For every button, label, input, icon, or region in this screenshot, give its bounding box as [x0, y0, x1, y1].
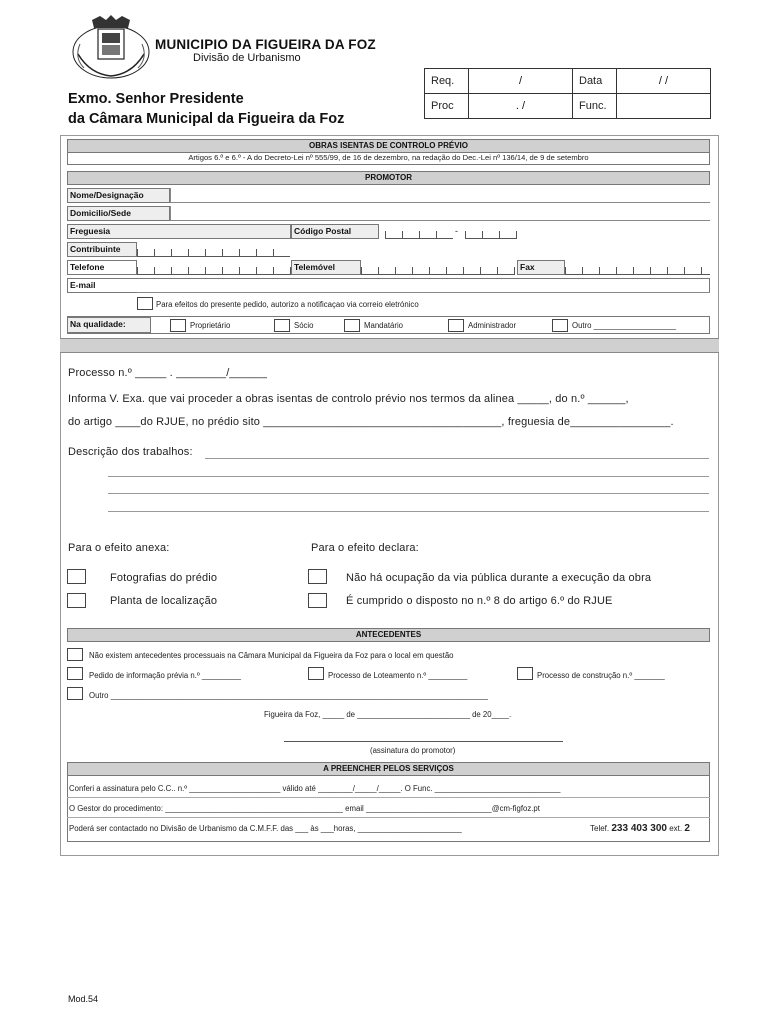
pedido-checkbox[interactable]: [67, 667, 83, 680]
telefone-digits[interactable]: [137, 267, 291, 275]
conferi-line[interactable]: Conferi a assinatura pelo C.C.. n.º _____________________ válido até ________/_____/_____. O Func. _____________________________: [69, 784, 561, 793]
proc-label: Proc: [425, 94, 469, 119]
telemovel-digits[interactable]: [361, 267, 515, 275]
domicilio-field[interactable]: [170, 206, 710, 221]
telef-number: 233 403 300: [611, 823, 667, 834]
codigo-postal-suffix[interactable]: [465, 231, 517, 239]
domicilio-label: Domicilio/Sede: [67, 206, 170, 221]
ext-number: 2: [684, 823, 690, 834]
contacto-line[interactable]: Poderá ser contactado no Divisão de Urbanismo da C.M.F.F. das ___ às ___horas, ________________________: [69, 824, 462, 833]
municipal-crest-logo: [70, 14, 152, 84]
data-label: Data: [573, 69, 617, 94]
pedido-label[interactable]: Pedido de informação prévia n.º _________: [89, 671, 241, 680]
construcao-checkbox[interactable]: [517, 667, 533, 680]
contribuinte-digits[interactable]: [137, 249, 290, 257]
descricao-line-2[interactable]: [108, 476, 709, 477]
fax-label: Fax: [517, 260, 565, 275]
servicos-divider-1: [67, 797, 710, 798]
administrador-label: Administrador: [468, 321, 517, 330]
req-label: Req.: [425, 69, 469, 94]
consent-text: Para efeitos do presente pedido, autorizo a notificaçao via correio eletrónico: [156, 300, 419, 309]
section-title-promotor: PROMOTOR: [67, 171, 710, 185]
addressee-line-2: da Câmara Municipal da Figueira da Foz: [68, 111, 345, 127]
signature-line[interactable]: [284, 741, 563, 742]
processo-line[interactable]: Processo n.º _____ . ________/______: [68, 367, 268, 379]
nao-existem-checkbox[interactable]: [67, 648, 83, 661]
signature-caption: (assinatura do promotor): [370, 746, 456, 755]
ext-label: ext.: [669, 824, 683, 833]
codigo-postal-label: Código Postal: [291, 224, 379, 239]
outro-antecedente-checkbox[interactable]: [67, 687, 83, 700]
outro-checkbox[interactable]: [552, 319, 568, 332]
informa-line[interactable]: Informa V. Exa. que vai proceder a obras isentas de controlo prévio nos termos da alinea _____, do n.º ______,: [68, 393, 629, 405]
servicos-divider-2: [67, 817, 710, 818]
telemovel-label: Telemóvel: [291, 260, 361, 275]
municipality-name: MUNICIPIO DA FIGUEIRA DA FOZ: [155, 37, 376, 52]
ocupacao-checkbox[interactable]: [308, 569, 327, 584]
section-title-servicos: A PREENCHER PELOS SERVIÇOS: [67, 762, 710, 776]
mandatario-label: Mandatário: [364, 321, 404, 330]
func-label: Func.: [573, 94, 617, 119]
mandatario-checkbox[interactable]: [344, 319, 360, 332]
registration-box: [424, 68, 711, 119]
section-title-antecedentes: ANTECEDENTES: [67, 628, 710, 642]
descricao-line-3[interactable]: [108, 493, 709, 494]
socio-label: Sócio: [294, 321, 314, 330]
gestor-line[interactable]: O Gestor do procedimento: _________________________________________ email _____________________________@cm-figfoz.pt: [69, 804, 540, 813]
construcao-label[interactable]: Processo de construção n.º _______: [537, 671, 665, 680]
separator-bar: [60, 338, 719, 353]
proprietario-label: Proprietário: [190, 321, 231, 330]
fotografias-label: Fotografias do prédio: [110, 572, 218, 584]
outro-antecedente-label[interactable]: Outro _______________________________________________________________________________________: [89, 691, 488, 700]
loteamento-checkbox[interactable]: [308, 667, 324, 680]
planta-label: Planta de localização: [110, 595, 218, 607]
consent-checkbox[interactable]: [137, 297, 153, 310]
outro-label: Outro ___________________: [572, 321, 677, 330]
descricao-line-1[interactable]: [205, 458, 709, 459]
codigo-postal-digits[interactable]: [385, 231, 453, 239]
local-data-line[interactable]: Figueira da Foz, _____ de __________________________ de 20____.: [264, 710, 512, 719]
telefone-contacto: [590, 823, 690, 834]
socio-checkbox[interactable]: [274, 319, 290, 332]
nome-label: Nome/Designação: [67, 188, 170, 203]
artigo-line[interactable]: do artigo ____do RJUE, no prédio sito ______________________________________, freguesia de________________.: [68, 416, 674, 428]
codigo-postal-dash: -: [455, 226, 458, 236]
addressee-line-1: Exmo. Senhor Presidente: [68, 91, 244, 107]
legal-reference: Artigos 6.º e 6.º - A do Decreto-Lei nº 555/99, de 16 de dezembro, na redação do Dec.-Lei nº 136/14, de 9 de setembro: [67, 152, 710, 165]
form-model-number: Mod.54: [68, 994, 99, 1004]
data-value[interactable]: / /: [617, 69, 711, 94]
proprietario-checkbox[interactable]: [170, 319, 186, 332]
nome-field[interactable]: [170, 188, 710, 203]
email-field[interactable]: [137, 278, 710, 293]
email-label: E-mail: [67, 278, 710, 293]
administrador-checkbox[interactable]: [448, 319, 464, 332]
nao-existem-label: Não existem antecedentes processuais na Câmara Municipal da Figueira da Foz para o local em questão: [89, 651, 454, 660]
anexa-label: Para o efeito anexa:: [68, 542, 170, 554]
freguesia-label: Freguesia: [67, 224, 291, 239]
descricao-line-4[interactable]: [108, 511, 709, 512]
qualidade-label: Na qualidade:: [67, 317, 151, 333]
fotografias-checkbox[interactable]: [67, 569, 86, 584]
telef-label: Telef.: [590, 824, 610, 833]
ocupacao-label: Não há ocupação da via pública durante a execução da obra: [346, 572, 652, 584]
addressee: [68, 89, 344, 129]
planta-checkbox[interactable]: [67, 593, 86, 608]
req-value[interactable]: /: [469, 69, 573, 94]
loteamento-label[interactable]: Processo de Loteamento n.º _________: [328, 671, 468, 680]
fax-digits[interactable]: [565, 267, 710, 275]
descricao-label: Descrição dos trabalhos:: [68, 446, 193, 458]
cumprido-label: É cumprido o disposto no n.º 8 do artigo 6.º do RJUE: [346, 595, 613, 607]
proc-value[interactable]: . /: [469, 94, 573, 119]
division-name: Divisão de Urbanismo: [193, 52, 301, 64]
contribuinte-label: Contribuinte: [67, 242, 137, 257]
cumprido-checkbox[interactable]: [308, 593, 327, 608]
func-value[interactable]: [617, 94, 711, 119]
section-title-obras: OBRAS ISENTAS DE CONTROLO PRÉVIO: [67, 139, 710, 153]
declara-label: Para o efeito declara:: [311, 542, 419, 554]
telefone-label: Telefone: [67, 260, 137, 275]
